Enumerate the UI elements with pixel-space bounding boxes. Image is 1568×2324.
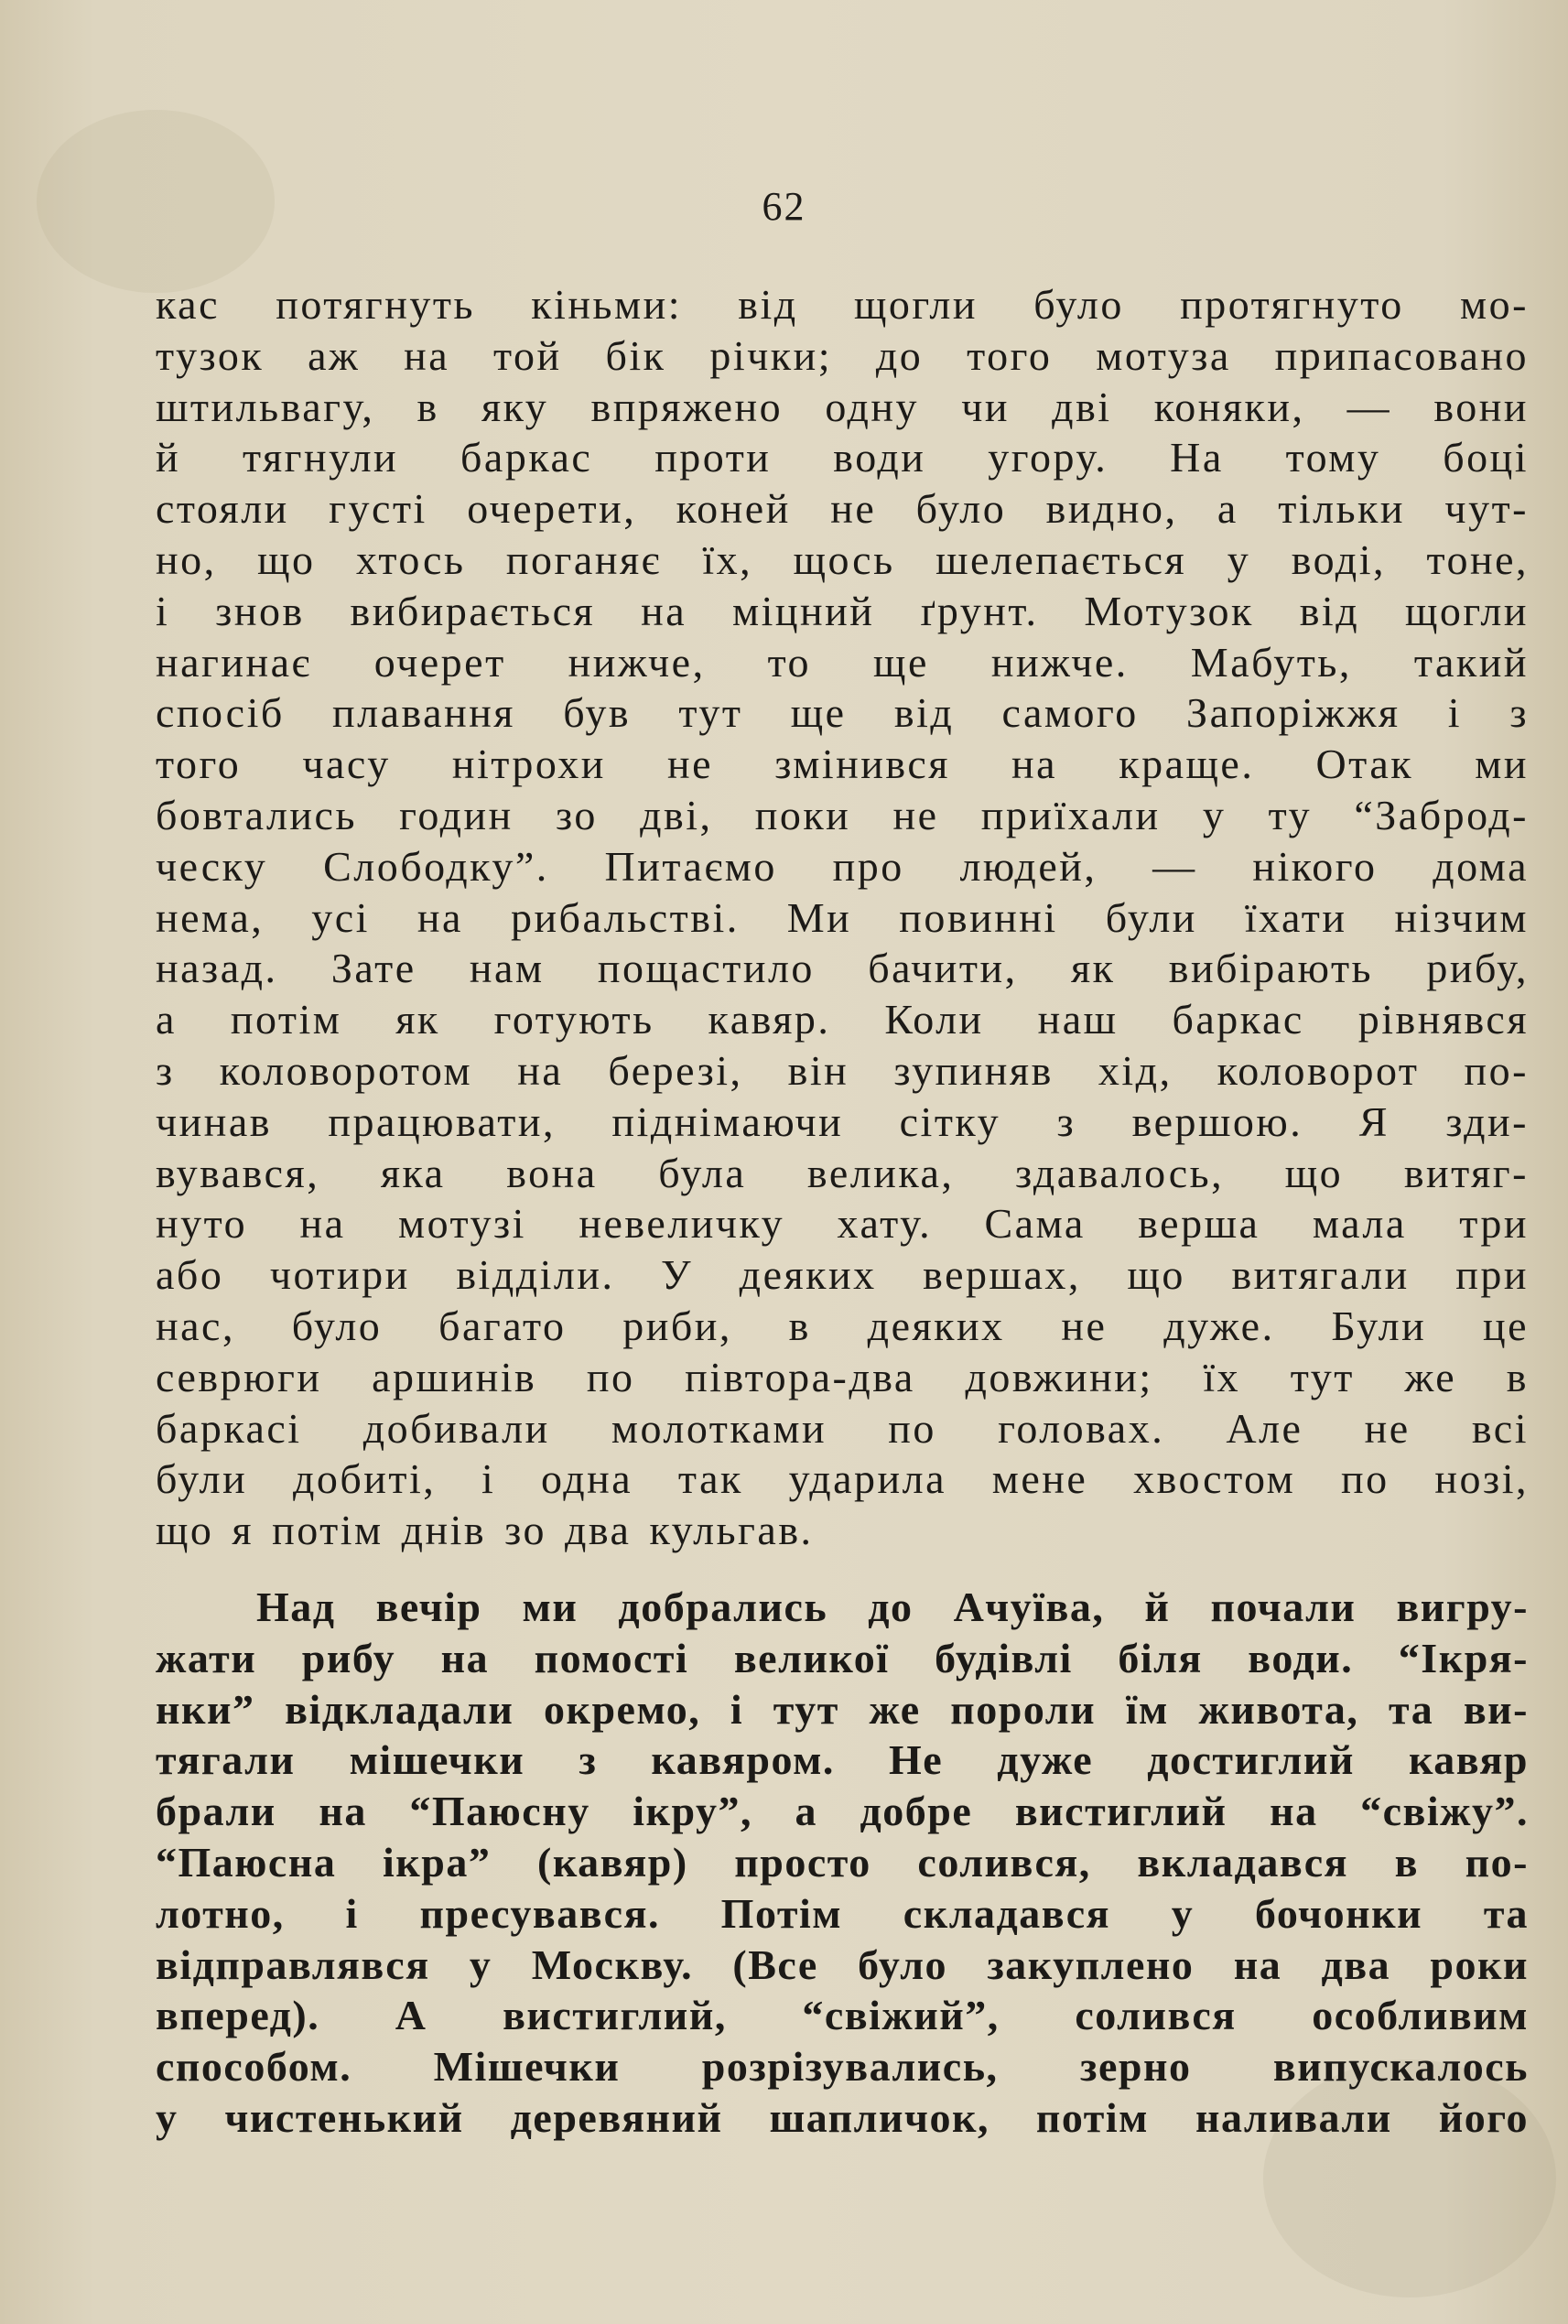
text-line: нуто на мотузі невеличку хату. Сама верша мала три — [156, 1200, 1529, 1248]
text-line: штильвагу, в яку впряжено одну чи дві коняки, — вони — [156, 383, 1529, 430]
text-line: кас потягнуть кіньми: від щогли було протягнуто мо- — [156, 281, 1529, 328]
text-line: того часу нітрохи не змінився на краще. Отак ми — [156, 740, 1529, 788]
text-line: нема, усі на рибальстві. Ми повинні були їхати нізчим — [156, 893, 1529, 941]
text-line: вувався, яка вона була велика, здавалось, що витяг- — [156, 1149, 1529, 1196]
text-line: баркасі добивали молотками по головах. Але не всі — [156, 1404, 1529, 1452]
text-line: у чистенький деревяний шапличок, потім наливали його — [156, 2093, 1529, 2141]
page-number: 62 — [762, 184, 806, 229]
text-line: тягали мішечки з кавяром. Не дуже достиглий кавяр — [156, 1736, 1529, 1784]
text-line: нки” відкладали окремо, і тут же пороли їм живота, та ви- — [156, 1685, 1529, 1733]
text-line: назад. Зате нам пощастило бачити, як вибірають рибу, — [156, 945, 1529, 992]
text-line: або чотири відділи. У деяких вершах, що витягали при — [156, 1251, 1529, 1299]
text-line: відправлявся у Москву. (Все було закуплено на два роки — [156, 1940, 1529, 1988]
text-line: спосіб плавання був тут ще від самого Запоріжжя і з — [156, 689, 1529, 737]
text-line: й тягнули баркас проти води угору. На тому боці — [156, 434, 1529, 481]
text-line: вперед). А вистиглий, “свіжий”, солився особливим — [156, 1992, 1529, 2039]
text-line: способом. Мішечки розрізувались, зерно випускалось — [156, 2043, 1529, 2091]
text-line: нагинає очерет нижче, то ще нижче. Мабуть, такий — [156, 638, 1529, 686]
text-line: “Паюсна ікра” (кавяр) просто солився, вкладався в по- — [156, 1838, 1529, 1886]
paragraph-2 — [156, 1582, 1529, 2144]
text-line: бовтались годин зо дві, поки не приїхали у ту “Заброд- — [156, 791, 1529, 838]
text-line: Над вечір ми добрались до Ачуїва, й почали вигру- — [256, 1584, 1529, 1630]
text-line: тузок аж на той бік річки; до того мотуза припасовано — [156, 331, 1529, 379]
text-line: но, що хтось поганяє їх, щось шелепається у воді, тоне, — [156, 535, 1529, 583]
text-line: чинав працювати, піднімаючи сітку з вершою. Я зди- — [156, 1097, 1529, 1145]
text-line: ческу Слободку”. Питаємо про людей, — нікого дома — [156, 842, 1529, 890]
text-line: стояли густі очерети, коней не було видно, а тільки чут- — [156, 485, 1529, 533]
text-line: брали на “Паюсну ікру”, а добре вистиглий на “свіжу”. — [156, 1788, 1529, 1835]
text-line: і знов вибирається на міцний ґрунт. Мотузок від щогли — [156, 587, 1529, 634]
text-line: а потім як готують кавяр. Коли наш баркас рівнявся — [156, 996, 1529, 1043]
paragraph-1 — [156, 279, 1529, 1556]
text-line: севрюги аршинів по півтора-два довжини; їх тут же в — [156, 1353, 1529, 1400]
text-line: жати рибу на помості великої будівлі біля води. “Ікря- — [156, 1634, 1529, 1681]
text-line: що я потім днів зо два кульгав. — [156, 1507, 814, 1554]
text-line: були добиті, і одна так ударила мене хвостом по нозі, — [156, 1455, 1529, 1503]
text-line: нас, було багато риби, в деяких не дуже. Були це — [156, 1302, 1529, 1349]
text-line: лотно, і пресувався. Потім складався у бочонки та — [156, 1889, 1529, 1937]
text-line: з коловоротом на березі, він зупиняв хід, коловорот по- — [156, 1046, 1529, 1094]
